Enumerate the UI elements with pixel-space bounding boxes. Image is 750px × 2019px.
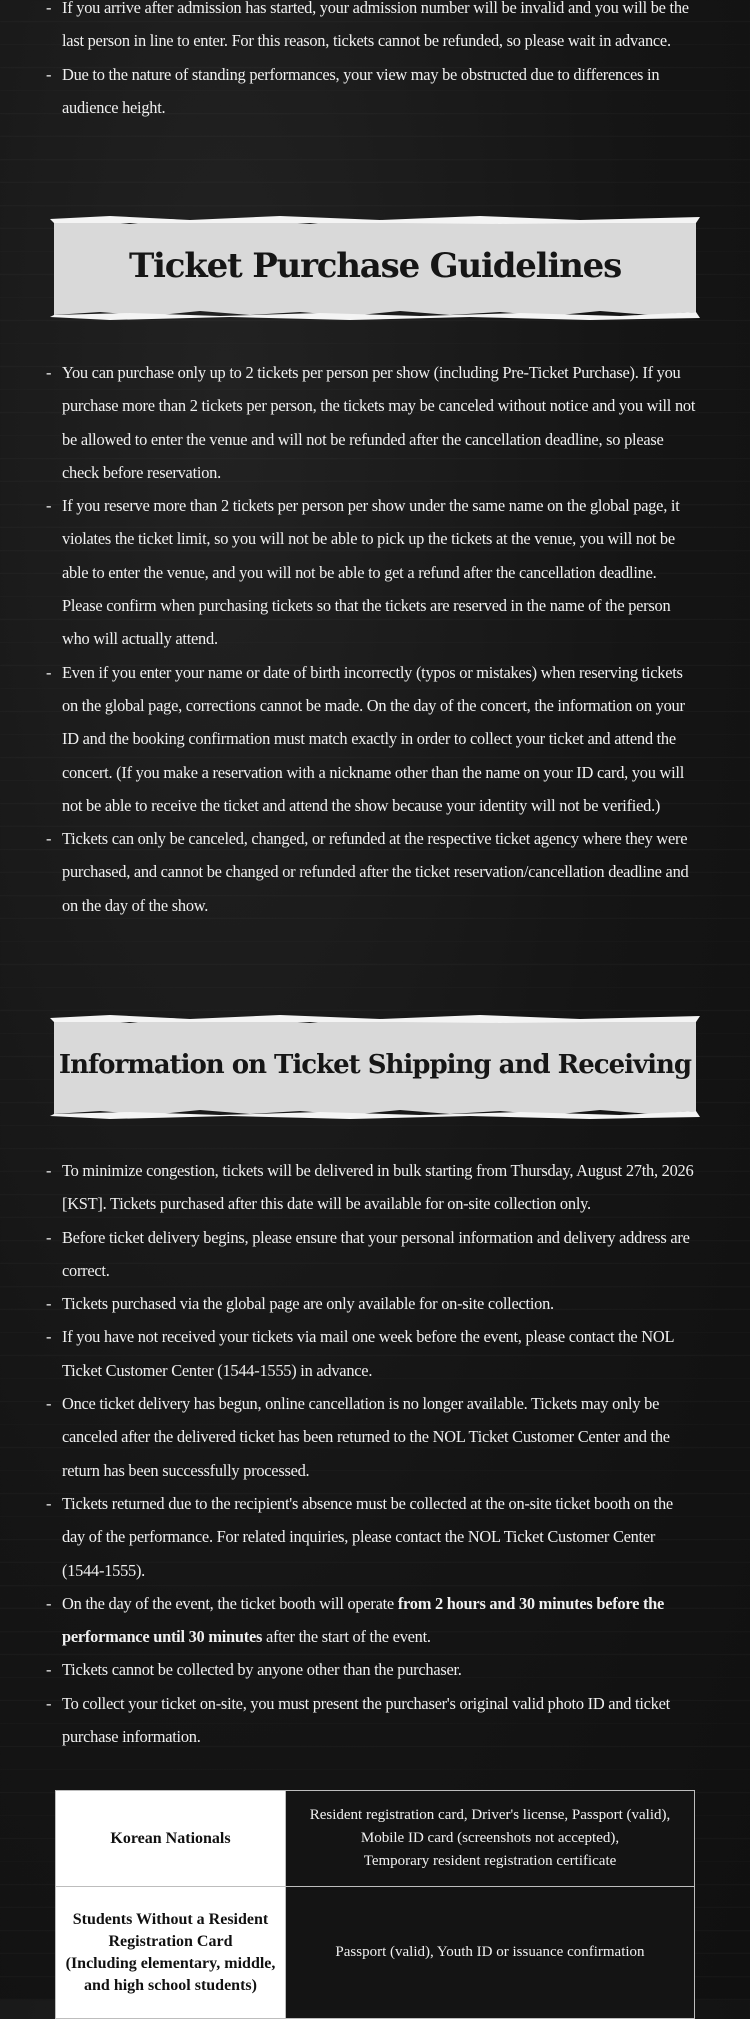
purchase-guidelines-list (46, 356, 696, 922)
table-cell-documents: Passport (valid), Youth ID or issuance confirmation (286, 1887, 695, 2019)
list-item (46, 1587, 696, 1654)
list-item: - Tickets can only be canceled, changed, or refunded at the respective ticket agency where they were purchased, and cannot be changed or refunded after the ticket reservation/cancellation deadline and on the day of the show. (46, 822, 696, 922)
list-item: - You can purchase only up to 2 tickets per person per show (including Pre-Ticket Purchase). If you purchase more than 2 tickets per person, the tickets may be canceled without notice and you will not be allowed to enter the venue and will not be refunded after the cancellation deadline, so please check before reservation. (46, 356, 696, 489)
section-title: Information on Ticket Shipping and Receiving (58, 1050, 692, 1080)
list-item: - If you reserve more than 2 tickets per person per show under the same name on the global page, it violates the ticket limit, so you will not be able to pick up the tickets at the venue, you will not be able to enter the venue, and you will not be able to get a refund after the cancellation deadline. Please confirm when purchasing tickets so that the tickets are reserved in the name of the person who will actually attend. (46, 489, 696, 655)
list-item: - To minimize congestion, tickets will be delivered in bulk starting from Thursday, August 27th, 2026 [KST]. Tickets purchased after this date will be available for on-site collection only. (46, 1154, 696, 1221)
id-requirements-table (55, 1790, 695, 2019)
list-item: - If you have not received your tickets via mail one week before the event, please contact the NOL Ticket Customer Center (1544-1555) in advance. (46, 1320, 696, 1387)
list-item: - Tickets returned due to the recipient's absence must be collected at the on-site ticket booth on the day of the performance. For related inquiries, please contact the NOL Ticket Customer Center (1544-1555). (46, 1487, 696, 1587)
table-cell-documents: Resident registration card, Driver's license, Passport (valid), Mobile ID card (screenshots not accepted), Temporary resident registration certificate (286, 1791, 695, 1887)
admission-notes-list (46, 0, 696, 124)
list-item: - To collect your ticket on-site, you must present the purchaser's original valid photo ID and ticket purchase information. (46, 1687, 696, 1754)
table-cell-category: Students Without a Resident Registration Card (Including elementary, middle, and high school students) (56, 1887, 286, 2019)
list-item: - If you arrive after admission has started, your admission number will be invalid and you will be the last person in line to enter. For this reason, tickets cannot be refunded, so please wait in advance. (46, 0, 696, 58)
booth-hours-text: after the start of the event. (262, 1627, 431, 1647)
section-title: Ticket Purchase Guidelines (128, 246, 622, 286)
table-row (56, 1791, 695, 1887)
list-item: - Once ticket delivery has begun, online cancellation is no longer available. Tickets may only be canceled after the delivered ticket has been returned to the NOL Ticket Customer Center and the return has been successfully processed. (46, 1387, 696, 1487)
table-cell-category: Korean Nationals (56, 1791, 286, 1887)
shipping-info-list (46, 1154, 696, 1753)
purchase-guidelines-banner (50, 215, 700, 320)
booth-hours-highlight: from 2 hours and 30 minutes before the performance until 30 minutes (62, 1593, 665, 1647)
shipping-info-banner (50, 1014, 700, 1119)
booth-hours-text: On the day of the event, the ticket booth will operate (62, 1593, 398, 1613)
list-item: - Due to the nature of standing performances, your view may be obstructed due to differences in audience height. (46, 58, 696, 125)
list-item: - Tickets cannot be collected by anyone other than the purchaser. (46, 1653, 696, 1686)
table-row (56, 1887, 695, 2019)
list-item: - Even if you enter your name or date of birth incorrectly (typos or mistakes) when reserving tickets on the global page, corrections cannot be made. On the day of the concert, the information on your ID and the booking confirmation must match exactly in order to collect your ticket and attend the concert. (If you make a reservation with a nickname other than the name on your ID card, you will not be able to receive the ticket and attend the show because your identity will not be verified.) (46, 656, 696, 822)
list-item: - Tickets purchased via the global page are only available for on-site collection. (46, 1287, 696, 1320)
list-item: - Before ticket delivery begins, please ensure that your personal information and delivery address are correct. (46, 1221, 696, 1288)
